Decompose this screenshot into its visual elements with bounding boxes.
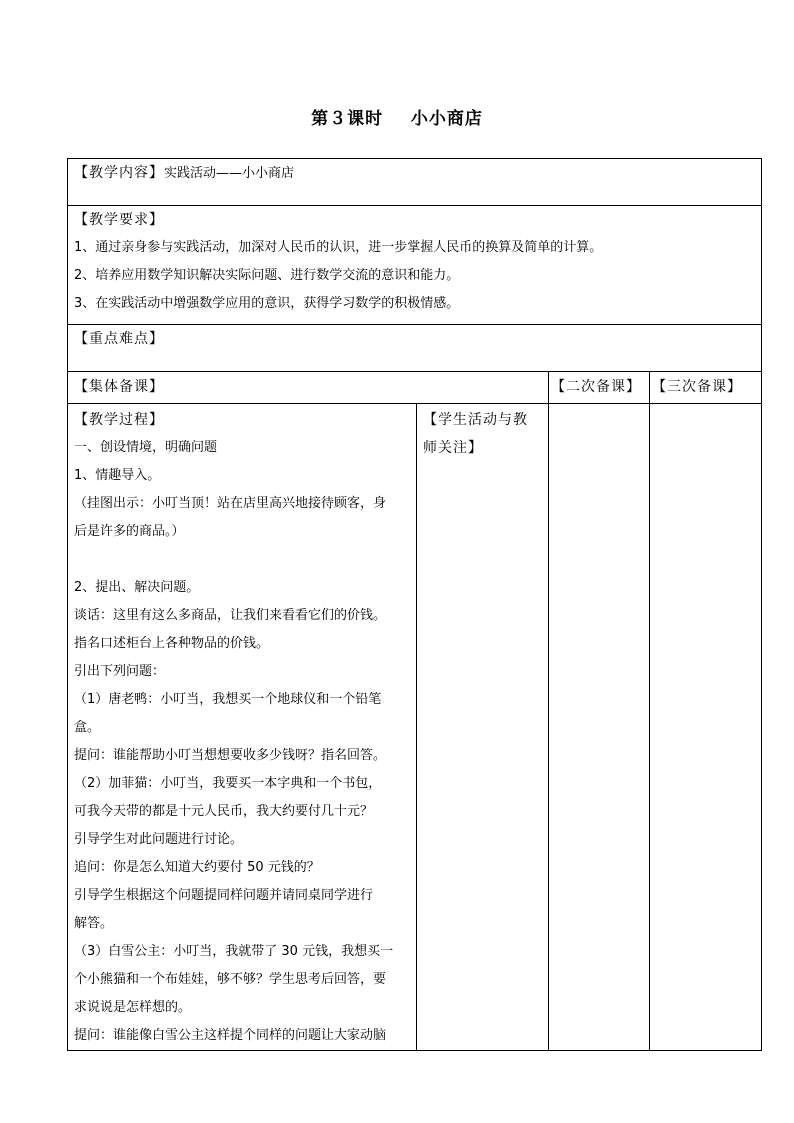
process-label: 【教学过程】 <box>74 412 164 428</box>
lesson-plan-table <box>67 158 762 1051</box>
requirements-cell <box>68 206 762 325</box>
requirements-row <box>68 206 762 325</box>
process-cell <box>68 404 417 1051</box>
process-line: 盒。 <box>74 720 101 735</box>
content-row <box>68 159 762 206</box>
key-points-row <box>68 325 762 372</box>
process-line: （3）白雪公主：小叮当，我就带了 30 元钱，我想买一 <box>74 944 394 959</box>
process-line: 谈话：这里有这么多商品，让我们来看看它们的价钱。 <box>74 608 387 623</box>
process-blank-line <box>74 546 410 574</box>
second-header: 【二次备课】 <box>549 372 650 404</box>
content-value: 实践活动——小小商店 <box>164 166 295 181</box>
process-line: 后是许多的商品。） <box>74 524 185 539</box>
third-header: 【三次备课】 <box>650 372 762 404</box>
process-line: 一、创设情境，明确问题 <box>74 440 218 455</box>
content-label: 【教学内容】 <box>74 165 164 181</box>
student-activity-label: 【学生活动与教 <box>423 412 528 428</box>
process-line: 引导学生根据这个问题提同样问题并请同桌同学进行 <box>74 888 374 903</box>
process-line: 引出下列问题： <box>74 664 166 679</box>
requirement-item: 2、培养应用数学知识解决实际问题、进行数学交流的意识和能力。 <box>74 268 460 283</box>
key-points-cell <box>68 325 762 372</box>
student-activity-cell <box>417 404 549 1051</box>
third-prep-cell <box>650 404 762 1051</box>
process-line: 指名口述柜台上各种物品的价钱。 <box>74 636 270 651</box>
collective-header: 【集体备课】 <box>68 372 549 404</box>
process-row <box>68 404 762 1051</box>
process-line: （1）唐老鸭：小叮当，我想买一个地球仪和一个铅笔 <box>74 692 382 707</box>
process-line: 引导学生对此问题进行讨论。 <box>74 832 244 847</box>
content-cell <box>68 159 762 206</box>
process-line: 解答。 <box>74 916 114 931</box>
second-prep-cell <box>549 404 650 1051</box>
process-line: 追问：你是怎么知道大约要付 50 元钱的？ <box>74 860 320 875</box>
key-points-label: 【重点难点】 <box>74 331 164 347</box>
column-header-row <box>68 372 762 404</box>
process-line: 可我今天带的都是十元人民币，我大约要付几十元？ <box>74 804 374 819</box>
process-line: 提问：谁能像白雪公主这样提个同样的问题让大家动脑 <box>74 1028 387 1043</box>
process-line: 提问：谁能帮助小叮当想想要收多少钱呀？指名回答。 <box>74 748 387 763</box>
requirement-item: 3、在实践活动中增强数学应用的意识，获得学习数学的积极情感。 <box>74 296 460 311</box>
requirements-label: 【教学要求】 <box>74 212 164 228</box>
process-line: 个小熊猫和一个布娃娃，够不够？学生思考后回答，要 <box>74 972 387 987</box>
process-line: 2、提出、解决问题。 <box>74 580 200 595</box>
process-line: 求说说是怎样想的。 <box>74 1000 192 1015</box>
process-line: 1、情趣导入。 <box>74 468 161 483</box>
student-activity-label: 师关注】 <box>423 440 483 456</box>
page-title: 第３课时 小小商店 <box>311 109 483 129</box>
process-line: （2）加菲猫：小叮当，我要买一本字典和一个书包， <box>74 776 382 791</box>
process-line: （挂图出示：小叮当顶！站在店里高兴地接待顾客，身 <box>74 496 387 511</box>
requirement-item: 1、通过亲身参与实践活动，加深对人民币的认识，进一步掌握人民币的换算及简单的计算。 <box>74 240 603 255</box>
